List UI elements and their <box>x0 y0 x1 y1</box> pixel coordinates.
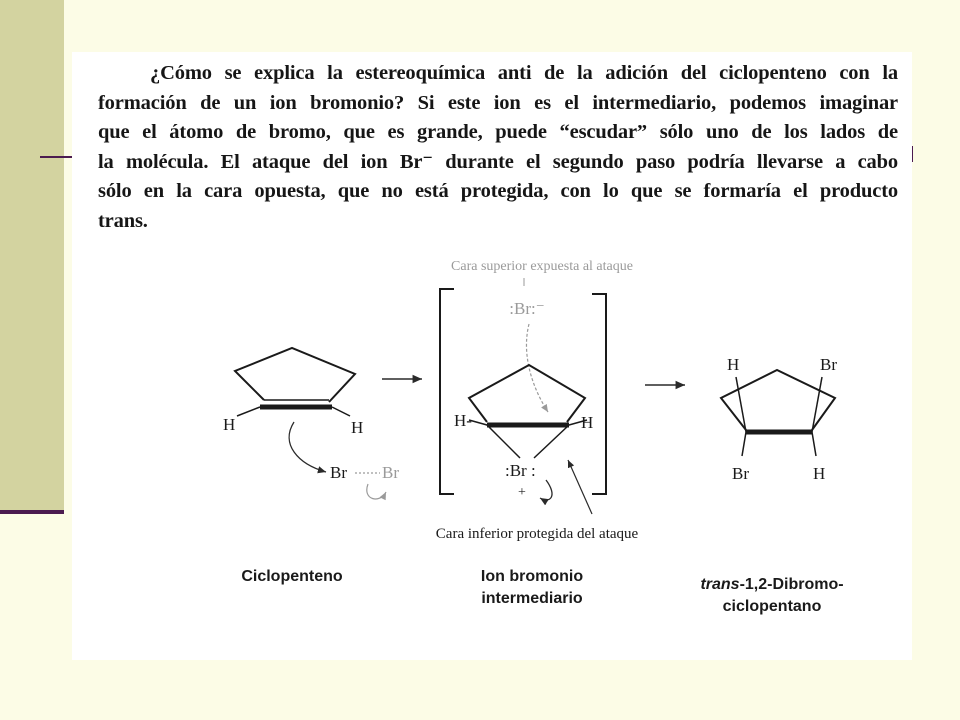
caption-product <box>672 574 872 618</box>
slide-title-rule <box>40 156 74 158</box>
slide-side-bar-accent <box>0 510 64 514</box>
cyclopentene-h-right: H <box>351 418 364 437</box>
caption-cyclopentene: Ciclopenteno <box>241 568 343 585</box>
intermediate-h-left: H- <box>454 411 472 430</box>
pi-bond-curved-arrow <box>289 422 326 472</box>
bromide-attack-arrow <box>526 324 548 412</box>
lone-pair-arrow <box>540 480 552 500</box>
paragraph-line-4: la molécula. El ataque del ion Br⁻ durante el segundo paso podría llevarse a cabo <box>98 150 898 173</box>
scanned-textbook-excerpt <box>72 52 912 660</box>
bromonium-charge: + <box>518 485 526 500</box>
caption-product-line-2: ciclopentano <box>722 598 822 615</box>
br-br-bond-arrow <box>367 484 386 499</box>
cyclopentene-h-left: H <box>223 415 236 434</box>
caption-product-prefix: trans <box>700 576 740 593</box>
product-br-bottom: Br <box>732 464 749 483</box>
cyclopentene-structure <box>223 348 399 499</box>
bracket-left <box>440 289 454 494</box>
paragraph-line-5: sólo en la cara opuesta, que no está protegida, con lo que se formaría el producto <box>98 180 898 203</box>
attacking-bromide-label: :Br:⁻ <box>509 299 545 318</box>
paragraph-line-2: formación de un ion bromonio? Si este ion es el intermediario, podemos imaginar <box>98 91 898 114</box>
product-h-top: H <box>727 355 740 374</box>
upper-face-label: Cara superior expuesta al ataque <box>451 259 633 274</box>
paragraph-line-1: ¿Cómo se explica la estereoquímica anti de la adición del ciclopenteno con la <box>150 62 898 84</box>
product-h-bottom: H <box>813 464 826 483</box>
lower-face-label: Cara inferior protegida del ataque <box>435 526 639 542</box>
caption-bromonium <box>452 566 612 610</box>
bromonium-intermediate <box>436 259 639 542</box>
bridging-bromine-label: :Br : <box>505 461 536 480</box>
bracket-right <box>592 294 606 494</box>
product-br-top: Br <box>820 355 837 374</box>
caption-bromonium-line-2: intermediario <box>481 590 583 607</box>
bromine-far-label: Br <box>382 463 399 482</box>
paragraph-line-6: trans. <box>98 209 148 232</box>
trans-dibromocyclopentane-structure <box>721 355 837 483</box>
paragraph-line-3: que el átomo de bromo, que es grande, puede “escudar” sólo uno de los lados de <box>98 121 898 144</box>
lower-face-pointer <box>568 460 592 514</box>
caption-product-name: -1,2-Dibromo- <box>739 576 844 593</box>
slide-side-bar <box>0 0 64 512</box>
intermediate-h-right: H <box>581 413 594 432</box>
bromine-near-label: Br <box>330 463 347 482</box>
caption-bromonium-line-1: Ion bromonio <box>480 568 584 585</box>
